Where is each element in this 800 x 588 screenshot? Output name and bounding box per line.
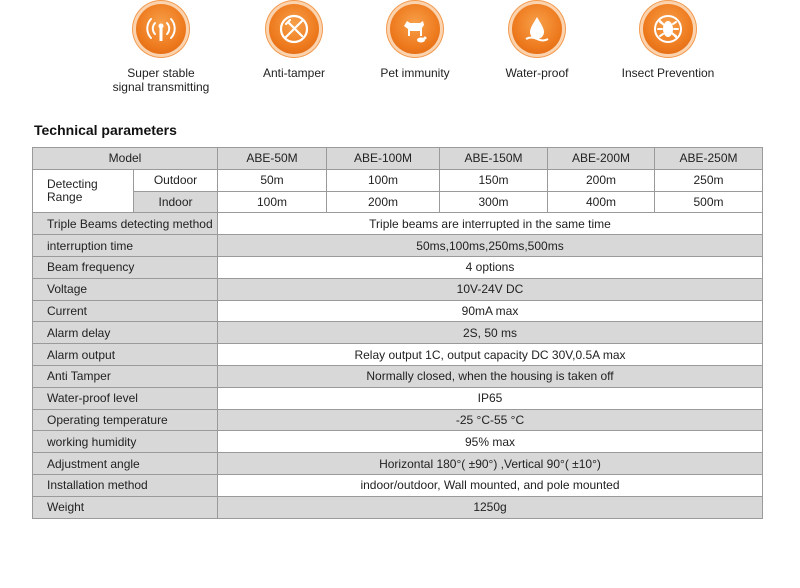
signal-icon bbox=[136, 4, 186, 54]
range-cell: 150m bbox=[440, 169, 548, 191]
anti-tamper-icon bbox=[269, 4, 319, 54]
param-value: 10V-24V DC bbox=[218, 278, 763, 300]
technical-parameters-table bbox=[32, 147, 763, 519]
param-label: Current bbox=[33, 300, 218, 322]
param-label: Adjustment angle bbox=[33, 453, 218, 475]
feature-label: Insect Prevention bbox=[621, 66, 715, 80]
param-value: 90mA max bbox=[218, 300, 763, 322]
range-cell: 300m bbox=[440, 191, 548, 213]
table-row bbox=[33, 235, 763, 257]
table-row bbox=[33, 213, 763, 235]
range-cell: 200m bbox=[327, 191, 440, 213]
outdoor-row bbox=[33, 169, 763, 191]
table-row bbox=[33, 387, 763, 409]
param-value: Relay output 1C, output capacity DC 30V,0.5A max bbox=[218, 344, 763, 366]
param-value: 1250g bbox=[218, 496, 763, 518]
param-value: 2S, 50 ms bbox=[218, 322, 763, 344]
param-value: 50ms,100ms,250ms,500ms bbox=[218, 235, 763, 257]
table-row bbox=[33, 278, 763, 300]
table-row bbox=[33, 322, 763, 344]
feature-label: Pet immunity bbox=[380, 66, 450, 80]
model-row bbox=[33, 148, 763, 170]
range-cell: 400m bbox=[548, 191, 655, 213]
feature-label: Anti-tamper bbox=[262, 66, 326, 80]
feature-pet bbox=[345, 4, 485, 80]
param-value: -25 °C-55 °C bbox=[218, 409, 763, 431]
param-value: indoor/outdoor, Wall mounted, and pole mounted bbox=[218, 474, 763, 496]
range-cell: 200m bbox=[548, 169, 655, 191]
param-value: 95% max bbox=[218, 431, 763, 453]
table-row bbox=[33, 300, 763, 322]
model-cell: ABE-150M bbox=[440, 148, 548, 170]
section-title: Technical parameters bbox=[34, 122, 177, 138]
table-row bbox=[33, 256, 763, 278]
range-cell: 50m bbox=[218, 169, 327, 191]
indoor-label: Indoor bbox=[134, 191, 218, 213]
param-label: interruption time bbox=[33, 235, 218, 257]
insect-icon bbox=[643, 4, 693, 54]
param-label: Voltage bbox=[33, 278, 218, 300]
feature-label: Super stable signal transmitting bbox=[112, 66, 210, 94]
table-row bbox=[33, 365, 763, 387]
param-value: 4 options bbox=[218, 256, 763, 278]
feature-label: Water-proof bbox=[505, 66, 569, 80]
pet-icon bbox=[390, 4, 440, 54]
feature-signal bbox=[91, 4, 231, 94]
indoor-row bbox=[33, 191, 763, 213]
param-label: Beam frequency bbox=[33, 256, 218, 278]
detecting-range-label: Detecting Range bbox=[33, 169, 134, 213]
outdoor-label: Outdoor bbox=[134, 169, 218, 191]
param-value: IP65 bbox=[218, 387, 763, 409]
param-value: Normally closed, when the housing is taken off bbox=[218, 365, 763, 387]
param-value: Triple beams are interrupted in the same time bbox=[218, 213, 763, 235]
param-label: Water-proof level bbox=[33, 387, 218, 409]
range-cell: 100m bbox=[327, 169, 440, 191]
feature-insect bbox=[598, 4, 738, 80]
param-value: Horizontal 180°( ±90°) ,Vertical 90°( ±10°) bbox=[218, 453, 763, 475]
range-cell: 250m bbox=[655, 169, 763, 191]
table-row bbox=[33, 344, 763, 366]
feature-anti-tamper bbox=[224, 4, 364, 80]
range-cell: 100m bbox=[218, 191, 327, 213]
table-row bbox=[33, 453, 763, 475]
table-row bbox=[33, 474, 763, 496]
table-row bbox=[33, 431, 763, 453]
param-label: Anti Tamper bbox=[33, 365, 218, 387]
table-row bbox=[33, 496, 763, 518]
feature-icons-strip bbox=[0, 0, 800, 100]
model-label: Model bbox=[33, 148, 218, 170]
model-cell: ABE-200M bbox=[548, 148, 655, 170]
range-cell: 500m bbox=[655, 191, 763, 213]
param-label: Triple Beams detecting method bbox=[33, 213, 218, 235]
param-label: Operating temperature bbox=[33, 409, 218, 431]
model-cell: ABE-100M bbox=[327, 148, 440, 170]
table-row bbox=[33, 409, 763, 431]
model-cell: ABE-250M bbox=[655, 148, 763, 170]
water-drop-icon bbox=[512, 4, 562, 54]
param-label: Installation method bbox=[33, 474, 218, 496]
param-label: working humidity bbox=[33, 431, 218, 453]
param-label: Alarm output bbox=[33, 344, 218, 366]
feature-waterproof bbox=[467, 4, 607, 80]
param-label: Weight bbox=[33, 496, 218, 518]
model-cell: ABE-50M bbox=[218, 148, 327, 170]
param-label: Alarm delay bbox=[33, 322, 218, 344]
